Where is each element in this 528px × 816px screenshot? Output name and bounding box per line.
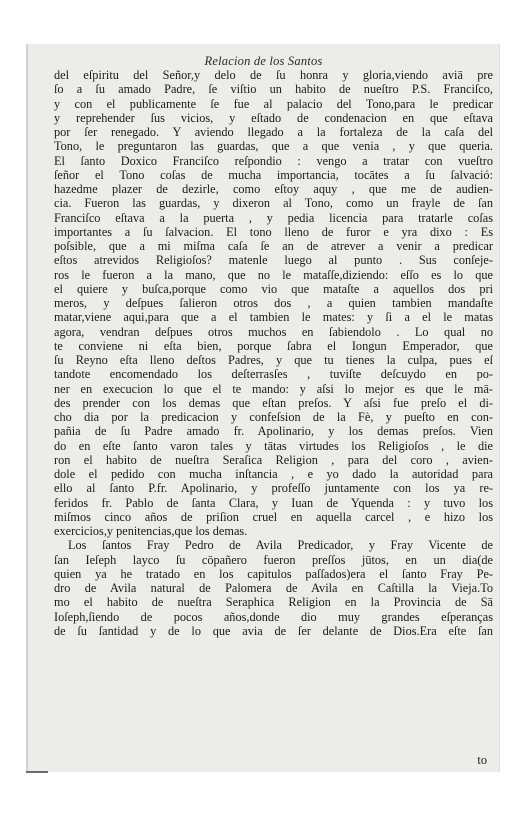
running-header: Relacion de los Santos xyxy=(204,54,323,68)
text-line: por ſer renegado. Y aviendo llegado a la fortaleza de la caſa del xyxy=(54,125,493,139)
text-line: cia. Fueron las guardas, y dixeron al Tono, como un frayle de ſan xyxy=(54,196,493,211)
text-line: pañia de ſu Padre amado fr. Apolinario, y los demas preſos. Vien xyxy=(54,424,493,439)
text-line: feridos fr. Pablo de ſanta Clara, y Iuan de Yquenda : y tuvo los xyxy=(54,495,493,510)
text-line: ner en execucion lo que el te mando: y aſsi lo mejor es que le mā- xyxy=(54,381,493,396)
scanned-page xyxy=(26,44,500,772)
text-line: miſmos cinco años de priſion cruel en aquella carcel , e hizo los xyxy=(54,509,493,524)
text-line: Ioſeph,ſiendo de pocos años,donde dio muy grandes eſperanças xyxy=(54,609,493,624)
text-line: del eſpiritu del Señor,y delo de ſu honra y gloria,viendo aviā pre xyxy=(54,68,493,82)
text-line: matar,viene aqui,para que a el tambien le mates: y ſi a el le matas xyxy=(54,310,493,325)
text-line: eſtos atrevidos Religioſos? matenle luego al punto . Sus conſeje- xyxy=(54,253,493,268)
body-text xyxy=(54,68,493,638)
text-line: Tono, le preguntaron las guardas, que a que venia , y que queria. xyxy=(54,139,493,154)
text-line: Los ſantos Fray Pedro de Avila Predicador, y Fray Vicente de xyxy=(68,538,493,553)
text-line: el quiere y buſca,porque como vio que mataſte a aquellos dos pri xyxy=(54,281,493,296)
text-line: dole el pedido con mucha inſtancia , e yo dado la autoridad para xyxy=(54,467,493,481)
text-line: y con el publicamente ſe fue al palacio del Tono,para le predicar xyxy=(54,96,493,111)
text-line: y reprehender ſus vicios, y eſtado de condenacion en que eſtava xyxy=(54,110,493,125)
text-line: ſeñor el Tono coſas de mucha importancia, tocātes a ſu ſalvació: xyxy=(54,167,493,182)
text-line: des prender con los demas que eſtan preſos. Y aſsi fue preſo el di- xyxy=(54,395,493,410)
text-line: te conviene ni eſta bien, porque ſabra el Iongun Emperador, que xyxy=(54,338,493,353)
text-line: de ſu ſantidad y de lo que avia de ſer delante de Dios.Era eſte ſan xyxy=(54,623,493,638)
text-line: ello al ſanto P.fr. Apolinario, y profeſſo juntamente con los ya re- xyxy=(54,481,493,496)
text-line: exercicios,y penitencias,que los demas. xyxy=(54,524,248,538)
text-line: ron el habito de nueſtra Seraſica Religion , para del coro , avien- xyxy=(54,452,493,467)
text-line: do en eſte ſanto varon tales y tātas virtudes los Religioſos , le die xyxy=(54,438,493,453)
text-line: cho dia por la predicacion y confeſsion de la Fè, y pueſto en con- xyxy=(54,410,493,424)
text-line: ſan Ieſeph layco ſu cōpañero fueron preſſos jūtos, en un dia(de xyxy=(54,552,493,567)
text-line: ſu Reyno eſta lleno deſtos Padres, y que tu tienes la culpa, pues eſ xyxy=(54,353,493,367)
text-line: Franciſco eſtava a la puerta , y pedia licencia para tratarle coſas xyxy=(54,210,493,225)
text-line: ſo a ſu amado Padre, ſe viſtio un habito de nueſtro P.S. Franciſco, xyxy=(54,82,493,97)
text-line: importantes a ſu ſalvacion. El tono lleno de furor e yra dixo : Es xyxy=(54,224,493,239)
text-line: dro de Avila natural de Palomera de Avila en Caſtilla la Vieja.To xyxy=(54,581,493,595)
text-line: tandote encomendado los deſterrasſes , tuviſte deſcuydo en po- xyxy=(54,367,493,382)
text-line: El ſanto Doxico Franciſco reſpondio : vengo a tratar con vueſtro xyxy=(54,153,493,168)
page-edge-mark xyxy=(26,771,48,773)
text-line: quien ya he tratado en los capitulos paſſados)era el ſanto Fray Pe- xyxy=(54,566,493,581)
text-line: poſsible, que a mi miſma caſa ſe an de atrever a venir a predicar xyxy=(54,239,493,253)
text-line: mo el habito de nueſtra Seraphica Religion en la Provincia de Sā xyxy=(54,595,493,610)
catchword: to xyxy=(477,753,487,767)
text-line: meros, y deſpues ſalieron otros dos , a quien tambien mandaſte xyxy=(54,296,493,310)
text-line: ros le fueron a la mano, que no le mataſſe,diziendo: eſſo es lo que xyxy=(54,267,493,282)
text-line: hazedme plazer de dezirle, como eſtoy aquy , que me de audien- xyxy=(54,182,493,196)
text-line: agora, vendran deſpues otros muchos en ſabiendolo . Lo qual no xyxy=(54,324,493,339)
